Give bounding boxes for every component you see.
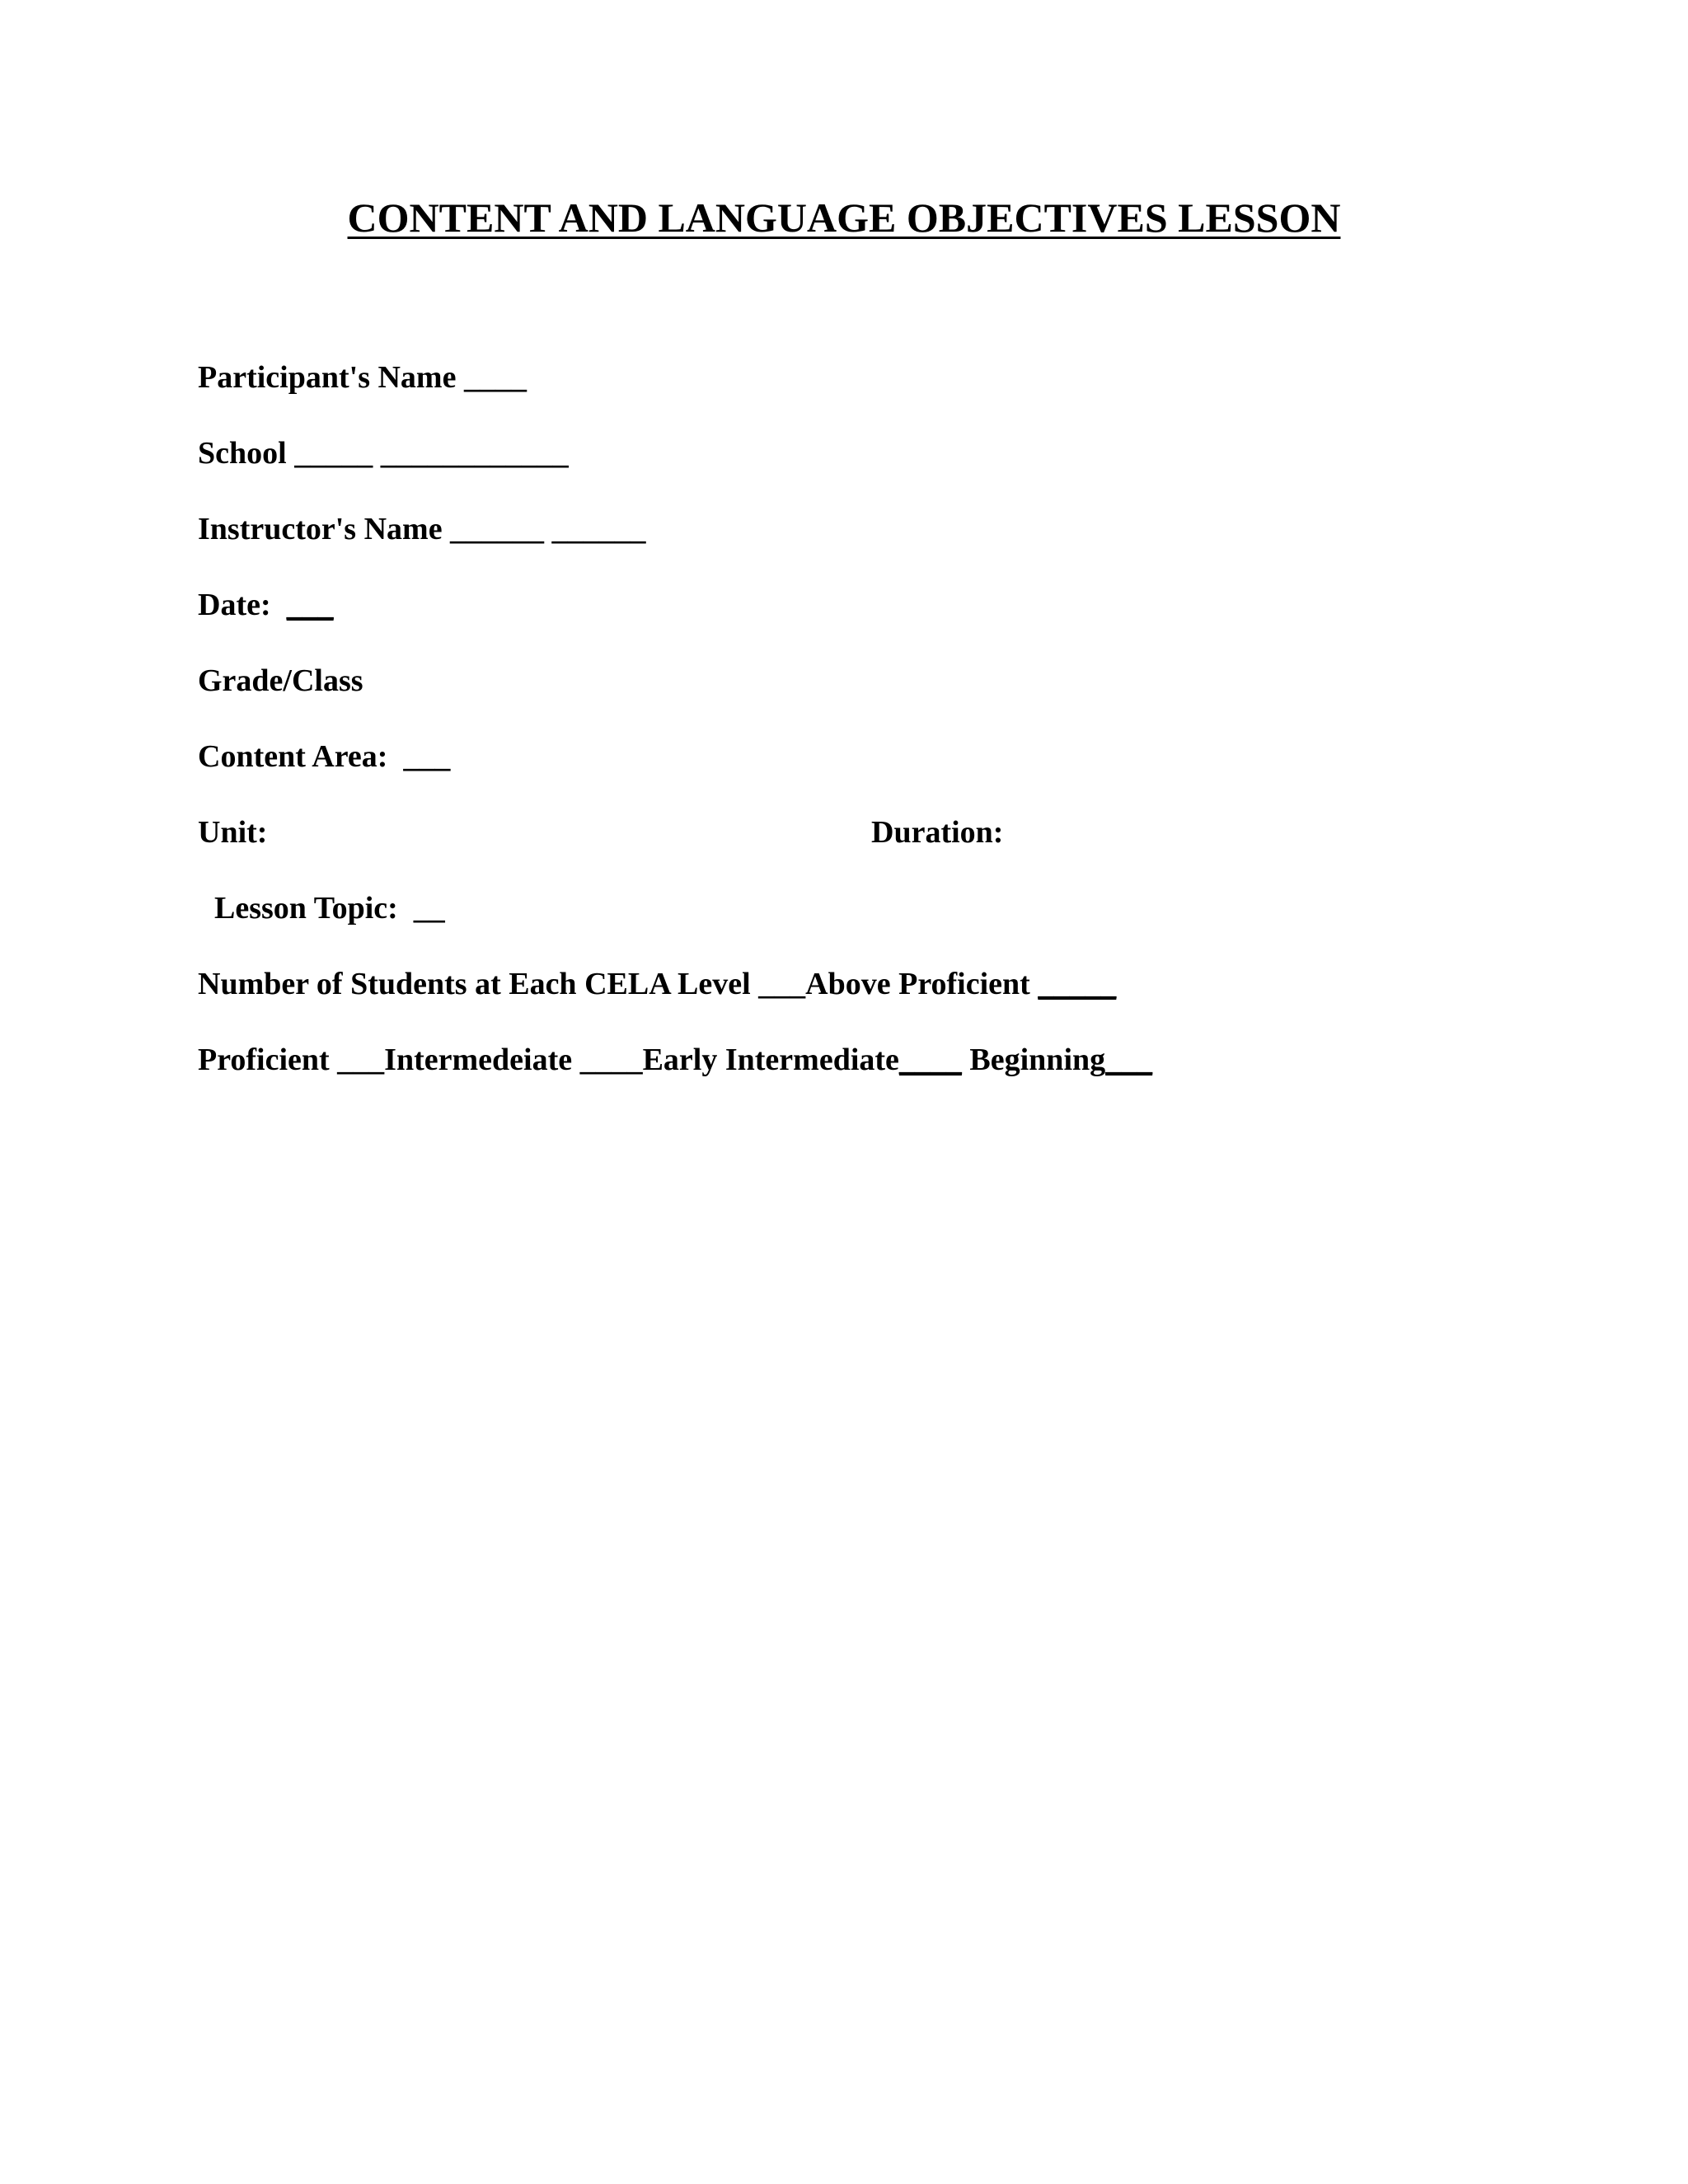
duration-field: Duration: [871,815,1004,850]
instructor-name-field: Instructor's Name ______ ______ [198,512,646,546]
beginning-blank: ___ [1105,1043,1153,1077]
lesson-topic-field: Lesson Topic: __ [214,891,445,926]
participant-name-field: Participant's Name ____ [198,360,527,395]
date-blank: ___ [286,588,334,622]
date-label: Date: [198,588,287,622]
unit-field: Unit: [198,815,268,850]
above-proficient-blank: _____ [1038,967,1117,1001]
page-title: CONTENT AND LANGUAGE OBJECTIVES LESSON [347,194,1341,241]
early-intermediate-blank: ____ [898,1043,962,1077]
cela-level-label: Number of Students at Each CELA Level ___Above Proficient [198,967,1039,1001]
content-area-field: Content Area: ___ [198,739,451,774]
levels-text-b: Beginning [961,1043,1106,1077]
grade-class-field: Grade/Class [198,663,363,698]
cela-levels-line [198,1043,1152,1079]
cela-level-count-line [198,967,1116,1003]
levels-text-a: Proficient ___Intermedeiate ____Early Intermediate [198,1043,899,1077]
school-field: School _____ ____________ [198,436,569,471]
date-field [198,588,334,624]
